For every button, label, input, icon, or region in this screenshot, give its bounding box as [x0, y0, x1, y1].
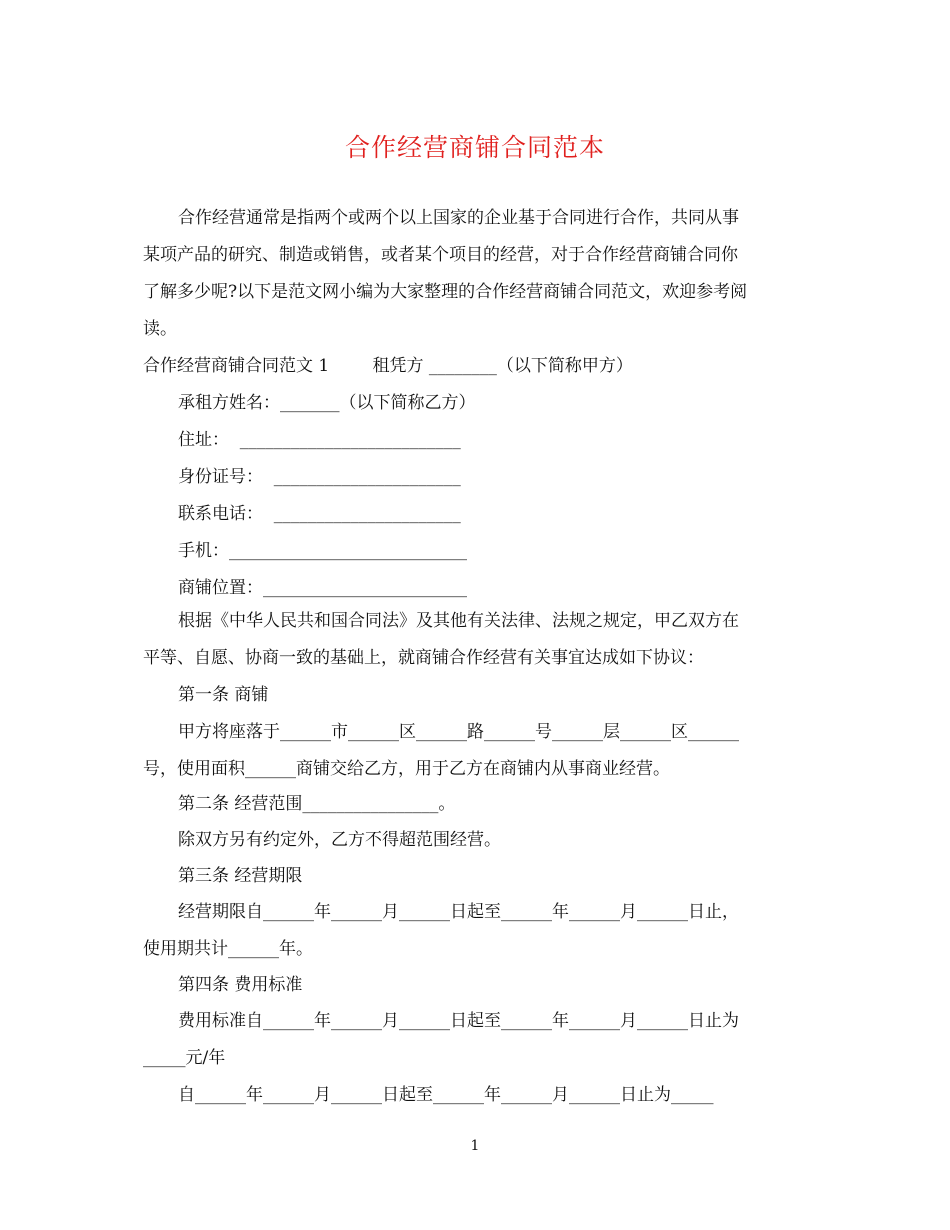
intro-paragraph-line-1: 合作经营通常是指两个或两个以上国家的企业基于合同进行合作，共同从事 [178, 208, 739, 228]
shop-location-line: 商铺位置：________________________ [178, 578, 467, 598]
phone-line: 联系电话： ______________________ [178, 504, 461, 524]
contract-heading-line: 合作经营商铺合同范文 1 租凭方 ________（以下简称甲方） [143, 356, 633, 376]
address-line: 住址： __________________________ [178, 430, 461, 450]
article-1-heading: 第一条 商铺 [178, 685, 269, 705]
mobile-line: 手机：____________________________ [178, 541, 467, 561]
article-2-line-1: 除双方另有约定外，乙方不得超范围经营。 [178, 830, 501, 850]
page-number: 1 [470, 1138, 480, 1154]
article-4-line-2: _____元/年 [143, 1048, 226, 1068]
article-4-line-1: 费用标准自______年______月______日起至______年______月______日止为 [178, 1011, 739, 1031]
article-2-heading: 第二条 经营范围________________。 [178, 794, 456, 814]
article-1-line-2: 号，使用面积______商铺交给乙方，用于乙方在商铺内从事商业经营。 [143, 759, 670, 779]
article-4-heading: 第四条 费用标准 [178, 975, 303, 995]
article-4-line-3: 自______年______月______日起至______年______月______日止为_____ [178, 1085, 714, 1105]
article-3-heading: 第三条 经营期限 [178, 866, 303, 886]
agreement-paragraph-line-2: 平等、自愿、协商一致的基础上，就商铺合作经营有关事宜达成如下协议： [143, 648, 704, 668]
intro-paragraph-line-3: 了解多少呢?以下是范文网小编为大家整理的合作经营商铺合同范文，欢迎参考阅 [143, 282, 748, 302]
intro-paragraph-line-2: 某项产品的研究、制造或销售，或者某个项目的经营，对于合作经营商铺合同你 [143, 245, 738, 265]
article-3-line-2: 使用期共计______年。 [143, 939, 313, 959]
document-title: 合作经营商铺合同范本 [344, 133, 605, 162]
article-3-line-1: 经营期限自______年______月______日起至______年______月______日止， [178, 902, 739, 922]
lessee-name-line: 承租方姓名：_______（以下简称乙方） [178, 393, 476, 413]
agreement-paragraph-line-1: 根据《中华人民共和国合同法》及其他有关法律、法规之规定，甲乙双方在 [178, 611, 739, 631]
id-number-line: 身份证号： ______________________ [178, 467, 461, 487]
article-1-line-1: 甲方将座落于______市______区______路______号______层______区______ [178, 722, 739, 742]
intro-paragraph-line-4: 读。 [143, 319, 177, 339]
